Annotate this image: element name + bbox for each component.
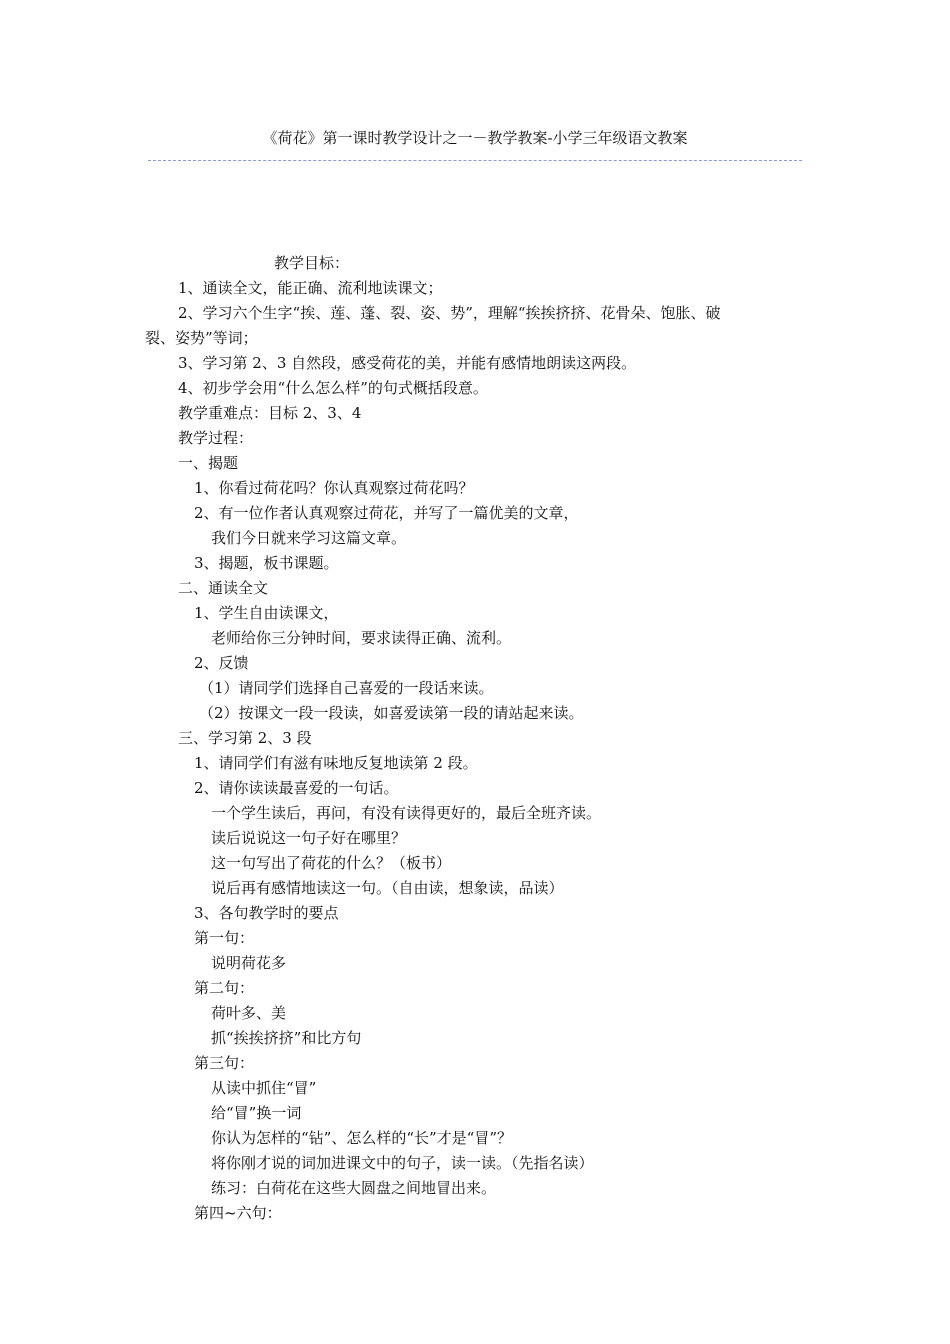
- section-heading: 二、通读全文: [178, 579, 269, 597]
- text-line: 抓“挨挨挤挤”和比方句: [211, 1029, 362, 1047]
- text-line: 裂、姿势”等词；: [145, 329, 258, 347]
- title-divider: [148, 160, 802, 161]
- text-line: （1）请同学们选择自己喜爱的一段话来读。: [199, 679, 494, 697]
- key-points-line: 教学重难点：目标 2、3、4: [178, 404, 362, 422]
- text-line: 从读中抓住“冒”: [211, 1079, 317, 1097]
- text-line: 2、有一位作者认真观察过荷花，并写了一篇优美的文章，: [194, 504, 579, 522]
- text-line: 1、通读全文，能正确、流利地读课文；: [178, 279, 443, 297]
- text-line: 荷叶多、美: [211, 1004, 287, 1022]
- text-line: 说明荷花多: [211, 954, 287, 972]
- objectives-heading: 教学目标：: [274, 254, 350, 272]
- sentence-label: 第一句：: [194, 929, 255, 947]
- document-title: 《荷花》第一课时教学设计之一－教学教案-小学三年级语文教案: [262, 129, 688, 147]
- process-heading: 教学过程：: [178, 429, 254, 447]
- text-line: 一个学生读后，再问，有没有读得更好的，最后全班齐读。: [211, 804, 602, 822]
- text-line: 2、反馈: [194, 654, 249, 672]
- sentence-label: 第二句：: [194, 979, 255, 997]
- text-line: 1、请同学们有滋有味地反复地读第 2 段。: [194, 754, 478, 772]
- sentence-label: 第三句：: [194, 1054, 255, 1072]
- text-line: 2、学习六个生字“挨、莲、蓬、裂、姿、势”，理解“挨挨挤挤、花骨朵、饱胀、破: [178, 304, 721, 322]
- sentence-label: 第四~六句：: [194, 1204, 282, 1222]
- text-line: 说后再有感情地读这一句。（自由读，想象读，品读）: [211, 879, 564, 897]
- text-line: 练习：白荷花在这些大圆盘之间地冒出来。: [211, 1179, 497, 1197]
- text-line: 将你刚才说的词加进课文中的句子，读一读。（先指名读）: [211, 1154, 594, 1172]
- text-line: 这一句写出了荷花的什么？（板书）: [211, 854, 452, 872]
- text-line: 2、请你读读最喜爱的一句话。: [194, 779, 399, 797]
- text-line: 给“冒”换一词: [211, 1104, 302, 1122]
- text-line: 3、学习第 2、3 自然段，感受荷花的美，并能有感情地朗读这两段。: [178, 354, 637, 372]
- text-line: 1、你看过荷花吗？你认真观察过荷花吗？: [194, 479, 474, 497]
- text-line: 老师给你三分钟时间，要求读得正确、流利。: [211, 629, 512, 647]
- section-heading: 一、揭题: [178, 454, 239, 472]
- text-line: 3、揭题，板书课题。: [194, 554, 339, 572]
- text-line: 你认为怎样的“钻”、怎么样的“长”才是“冒”？: [211, 1129, 513, 1147]
- text-line: 我们今日就来学习这篇文章。: [211, 529, 407, 547]
- text-line: 读后说说这一句子好在哪里？: [211, 829, 407, 847]
- section-heading: 三、学习第 2、3 段: [178, 729, 312, 747]
- text-line: 4、初步学会用“什么怎么样”的句式概括段意。: [178, 379, 488, 397]
- text-line: 1、学生自由读课文，: [194, 604, 339, 622]
- text-line: 3、各句教学时的要点: [194, 904, 339, 922]
- text-line: （2）按课文一段一段读，如喜爱读第一段的请站起来读。: [199, 704, 584, 722]
